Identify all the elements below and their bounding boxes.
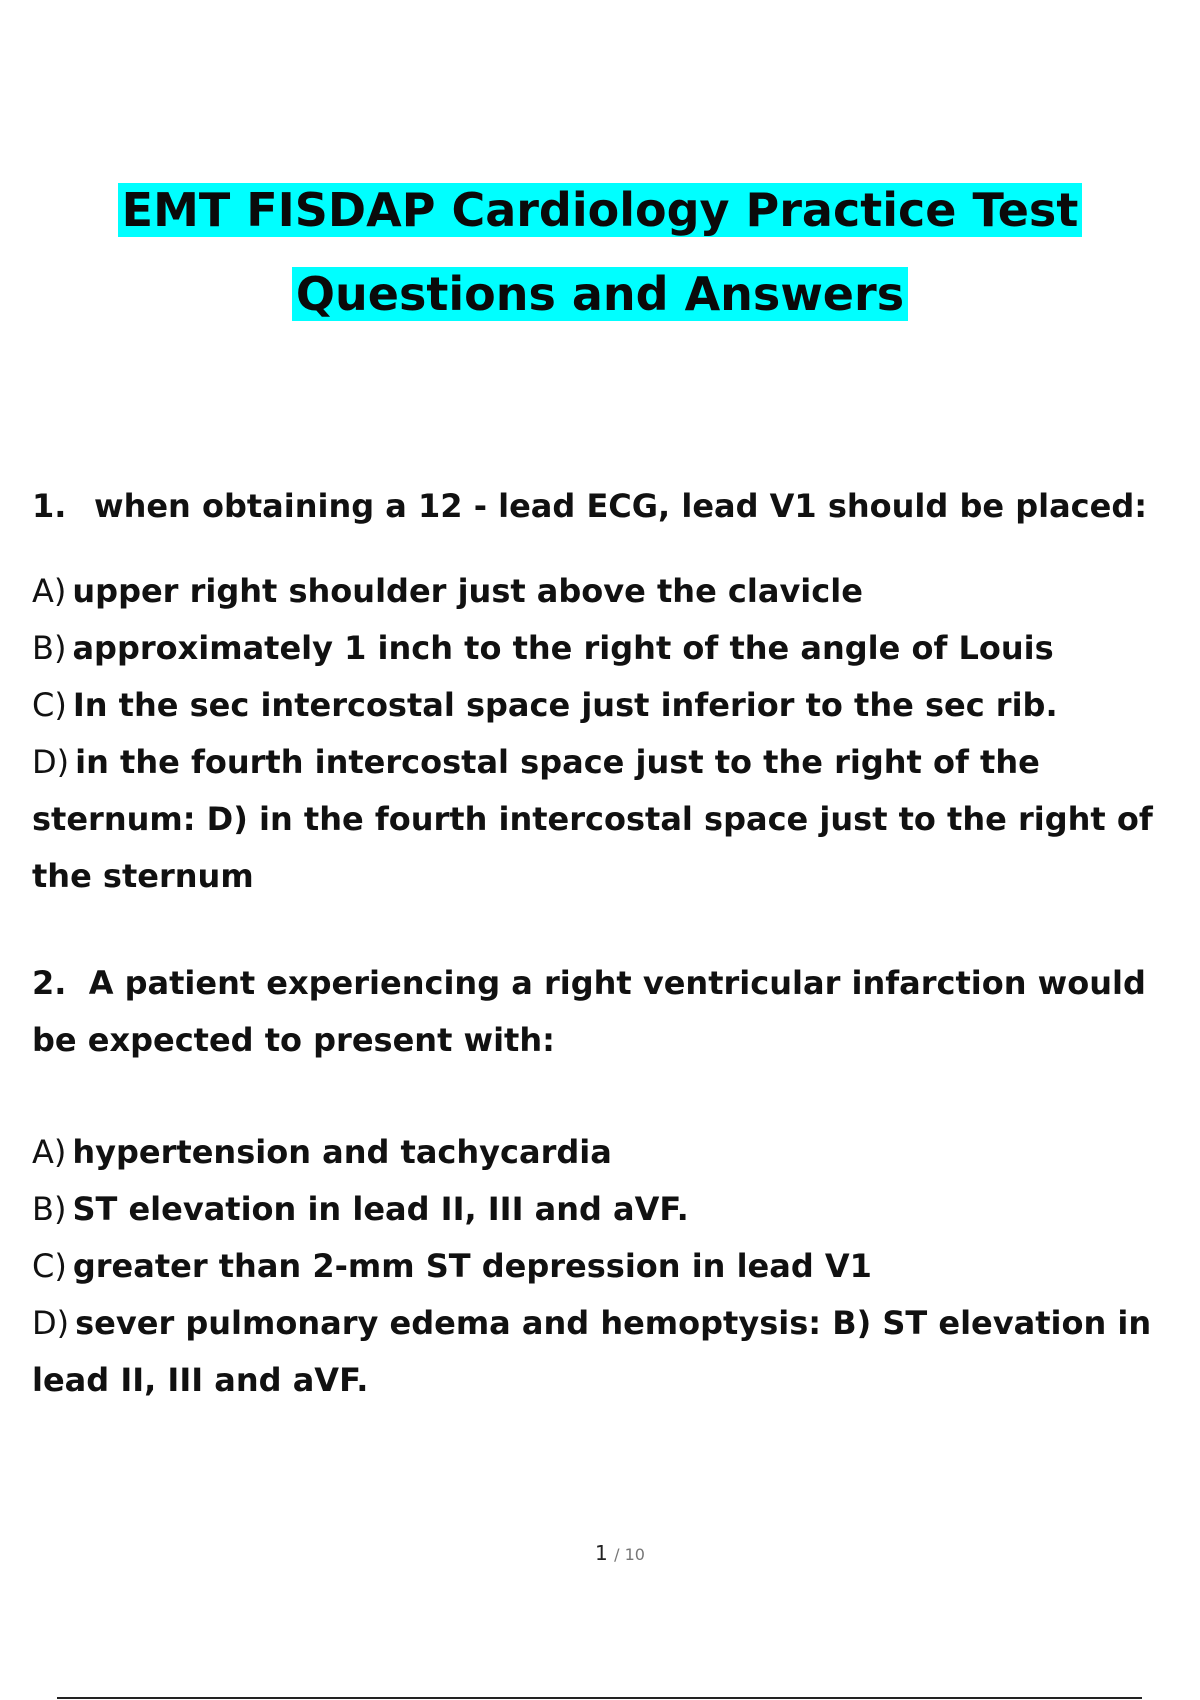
option-letter: C) xyxy=(32,686,67,724)
bottom-divider xyxy=(57,1697,1142,1699)
question-2 xyxy=(32,955,1172,1409)
question-2-options xyxy=(32,1124,1172,1409)
option-text: sever pulmonary edema and hemoptysis: B) ST elevation in lead II, III and aVF. xyxy=(32,1304,1152,1399)
question-2-option-b xyxy=(32,1181,1172,1238)
title-line-2 xyxy=(0,252,1200,336)
question-2-number: 2. xyxy=(32,964,67,1002)
option-letter: D) xyxy=(32,743,70,781)
question-2-option-a xyxy=(32,1124,1172,1181)
title-line-1-text: EMT FISDAP Cardiology Practice Test xyxy=(118,183,1083,237)
question-1-option-b xyxy=(32,620,1172,677)
question-2-option-d xyxy=(32,1295,1172,1409)
option-letter: A) xyxy=(32,572,67,610)
option-text: greater than 2-mm ST depression in lead V1 xyxy=(72,1247,872,1285)
question-1-number: 1. xyxy=(32,487,67,525)
title-line-2-text: Questions and Answers xyxy=(292,267,908,321)
option-text: in the fourth intercostal space just to the right of the sternum: D) in the fourth intercostal space just to the right of the sternum xyxy=(32,743,1153,895)
option-letter: D) xyxy=(32,1304,70,1342)
option-text: hypertension and tachycardia xyxy=(72,1133,612,1171)
document-title xyxy=(0,168,1200,336)
title-line-1 xyxy=(0,168,1200,252)
option-letter: A) xyxy=(32,1133,67,1171)
option-letter: B) xyxy=(32,629,67,667)
option-letter: B) xyxy=(32,1190,67,1228)
page-number xyxy=(0,1541,1200,1565)
question-1-stem xyxy=(32,478,1172,535)
questions-section xyxy=(32,478,1172,1409)
total-pages: / 10 xyxy=(614,1545,645,1564)
current-page: 1 xyxy=(595,1541,608,1565)
question-1-option-c xyxy=(32,677,1172,734)
question-2-option-c xyxy=(32,1238,1172,1295)
question-1-text: when obtaining a 12 - lead ECG, lead V1 should be placed: xyxy=(94,487,1148,525)
question-1-option-d xyxy=(32,734,1172,905)
question-2-text: A patient experiencing a right ventricular infarction would be expected to present with: xyxy=(32,964,1146,1059)
option-text: upper right shoulder just above the clavicle xyxy=(72,572,863,610)
question-1 xyxy=(32,478,1172,905)
question-1-options xyxy=(32,563,1172,905)
option-text: ST elevation in lead II, III and aVF. xyxy=(72,1190,689,1228)
question-1-option-a xyxy=(32,563,1172,620)
option-letter: C) xyxy=(32,1247,67,1285)
option-text: approximately 1 inch to the right of the angle of Louis xyxy=(72,629,1054,667)
question-2-stem xyxy=(32,955,1172,1069)
option-text: In the sec intercostal space just inferior to the sec rib. xyxy=(72,686,1058,724)
